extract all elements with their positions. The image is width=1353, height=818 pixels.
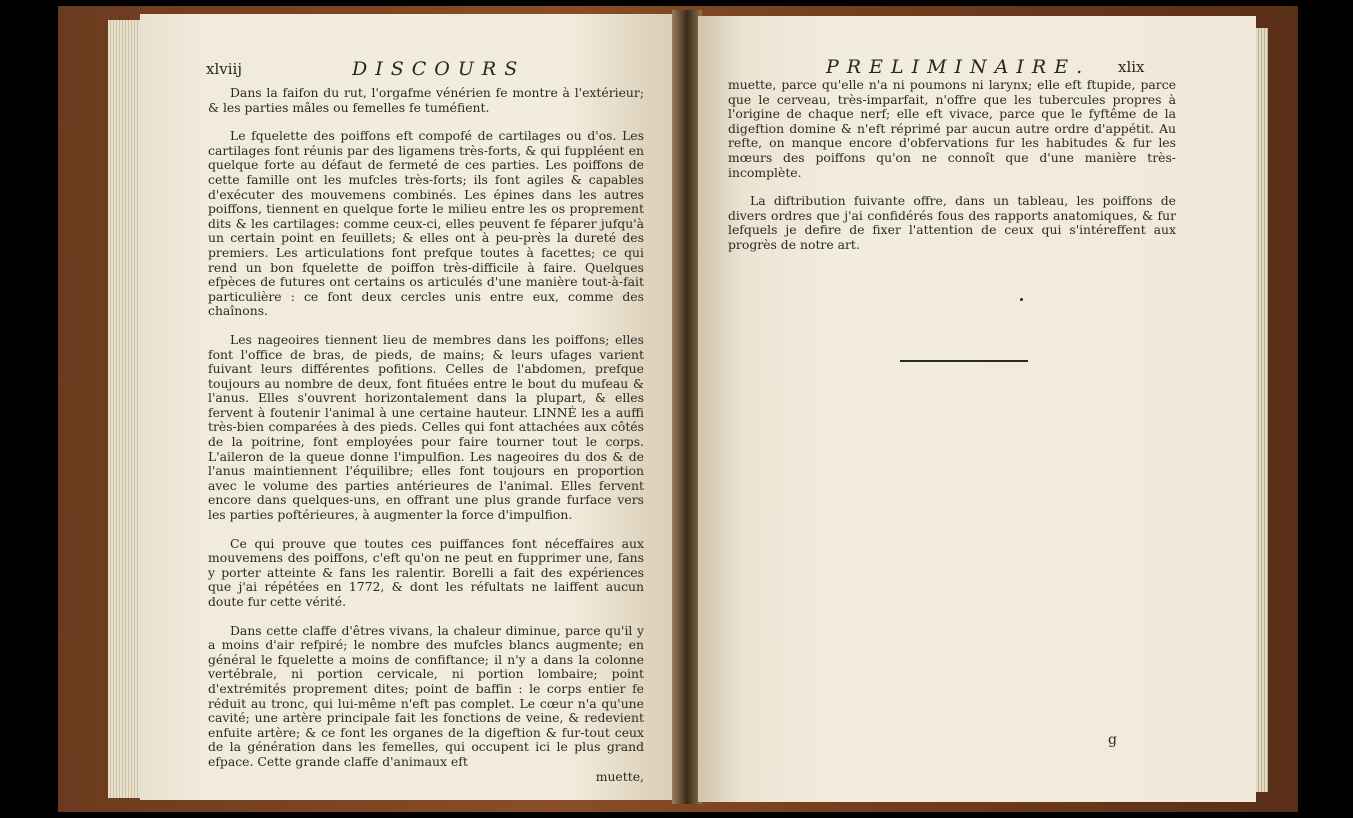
paragraph: Ce qui prouve que toutes ces puiffances font néceffaires aux mouvemens des poiffons, c'eft qu'on ne peut en fupprimer une, fans y porter atteinte & fans les ralentir. Borelli a fait des expériences que j'ai répétées en 1772, & dont les réfultats ne laiffent aucun doute fur cette vérité.	[208, 535, 644, 609]
section-rule	[900, 360, 1028, 362]
paragraph: La diftribution fuivante offre, dans un tableau, les poiffons de divers ordres que j'ai confidérés fous des rapports anatomiques, & fur lefquels je defire de fixer l'attention de ceux qui s'intéreffent aux progrès de notre art.	[728, 193, 1176, 252]
page-edges-right	[1256, 28, 1268, 792]
left-body-text	[208, 86, 644, 784]
right-body-text	[728, 78, 1176, 267]
right-page	[698, 16, 1256, 802]
paragraph: Les nageoires tiennent lieu de membres dans les poiffons; elles font l'office de bras, de pieds, de mains; & leurs ufages varient fuivant leurs différentes pofitions. Celles de l'abdomen, prefque toujours au nombre de deux, font fituées entre le bout du mufeau & l'anus. Elles s'ouvrent horizontalement dans la plupart, & elles fervent à foutenir l'animal à une certaine hauteur. LINNÉ les a auffi très-bien comparées à des pieds. Celles qui font attachées aux côtés de la poitrine, font employées pour faire tourner tout le corps. L'aileron de la queue donne l'impulfion. Les nageoires du dos & de l'anus maintiennent l'équilibre; elles font toujours en proportion avec le volume des parties antérieures de l'animal. Elles fervent encore dans quelques-uns, en offrant une plus grande furface vers les parties poftérieures, à augmenter la force d'impulfion.	[208, 331, 644, 523]
catchword: muette,	[595, 768, 644, 784]
page-edges-left	[108, 20, 142, 798]
right-header	[698, 56, 1256, 78]
paragraph: Dans cette claffe d'êtres vivans, la chaleur diminue, parce qu'il y a moins d'air refpiré; le nombre des mufcles blancs augmente; en général le fquelette a moins de confiftance; il n'y a dans la colonne vertébrale, ni portion cervicale, ni portion lombaire; point d'extrémités proprement dites; point de baffin : le corps entier fe réduit au tronc, qui lui-même n'eft pas complet. Le cœur n'a qu'une cavité; une artère principale fait les fonctions de veine, & redevient enfuite artère; & ce font les organes de la digeftion & fur-tout ceux de la génération dans les femelles, qui occupent ici le plus grand efpace. Cette grande claffe d'animaux eft	[208, 622, 644, 769]
left-running-head: DISCOURS	[352, 58, 526, 80]
left-page-number: xlviij	[206, 60, 242, 78]
paragraph: Le fquelette des poiffons eft compofé de cartilages ou d'os. Les cartilages font réunis par des ligamens très-forts, & qui fuppléent en quelque forte au défaut de fermeté de ces parties. Les poiffons de cette famille ont les mufcles très-forts; ils font agiles & capables d'exécuter des mouvemens combinés. Les épines dans les autres poiffons, tiennent en quelque forte le milieu entre les os proprement dits & les cartilages: comme ceux-ci, elles peuvent fe féparer jufqu'à un certain point en feuillets; & elles ont à peu-près la dureté des premiers. Les articulations font prefque toutes à facettes; ce qui rend un bon fquelette de poiffon très-difficile à faire. Quelques efpèces de futures ont certains os articulés d'une manière tout-à-fait particulière : ce font deux cercles unis entre eux, comme des chaînons.	[208, 128, 644, 319]
left-header	[140, 58, 675, 80]
right-running-head: PRELIMINAIRE.	[826, 56, 1091, 78]
ink-speck	[1020, 298, 1023, 301]
signature-mark: g	[1108, 732, 1117, 748]
left-page	[140, 14, 675, 800]
right-page-number: xlix	[1118, 58, 1145, 76]
paragraph: Dans la faifon du rut, l'orgafme vénérien fe montre à l'extérieur; & les parties mâles ou femelles fe tuméfient.	[208, 85, 644, 115]
paragraph: muette, parce qu'elle n'a ni poumons ni larynx; elle eft ftupide, parce que le cerveau, très-imparfait, n'offre que les tubercules propres à l'origine de chaque nerf; elle eft vivace, parce que le fyftême de la digeftion domine & n'eft réprimé par aucun autre ordre d'appétit. Au refte, on manque encore d'obfervations fur les habitudes & fur les mœurs des poiffons qu'on ne connoît que d'une manière très-incomplète.	[728, 77, 1176, 180]
